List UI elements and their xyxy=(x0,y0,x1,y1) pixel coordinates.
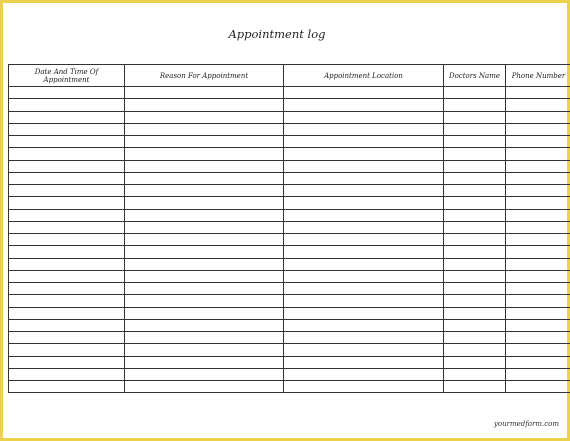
table-cell[interactable] xyxy=(125,221,284,233)
table-cell[interactable] xyxy=(284,368,444,380)
table-cell[interactable] xyxy=(9,283,125,295)
header-date-time: Date And Time Of Appointment xyxy=(9,65,125,87)
table-cell[interactable] xyxy=(9,319,125,331)
table-cell[interactable] xyxy=(444,172,506,184)
table-row xyxy=(9,368,570,380)
table-cell[interactable] xyxy=(444,99,506,111)
table-cell[interactable] xyxy=(506,381,570,393)
table-cell[interactable] xyxy=(284,197,444,209)
appointment-log-table xyxy=(8,64,570,393)
table-cell[interactable] xyxy=(9,246,125,258)
table-cell[interactable] xyxy=(506,319,570,331)
table-cell[interactable] xyxy=(506,258,570,270)
table-cell[interactable] xyxy=(284,87,444,99)
table-cell[interactable] xyxy=(506,368,570,380)
table-cell[interactable] xyxy=(125,172,284,184)
table-cell[interactable] xyxy=(506,344,570,356)
table-cell[interactable] xyxy=(506,185,570,197)
table-cell[interactable] xyxy=(284,246,444,258)
table-row xyxy=(9,246,570,258)
table-cell[interactable] xyxy=(444,344,506,356)
table-row xyxy=(9,172,570,184)
table-cell[interactable] xyxy=(506,221,570,233)
table-cell[interactable] xyxy=(125,307,284,319)
table-cell[interactable] xyxy=(9,111,125,123)
header-location: Appointment Location xyxy=(284,65,444,87)
table-cell[interactable] xyxy=(444,160,506,172)
table-cell[interactable] xyxy=(284,356,444,368)
table-cell[interactable] xyxy=(444,209,506,221)
table-cell[interactable] xyxy=(125,111,284,123)
table-cell[interactable] xyxy=(284,258,444,270)
table-cell[interactable] xyxy=(125,258,284,270)
table-cell[interactable] xyxy=(444,197,506,209)
table-cell[interactable] xyxy=(9,332,125,344)
table-cell[interactable] xyxy=(125,123,284,135)
table-cell[interactable] xyxy=(444,258,506,270)
table-cell[interactable] xyxy=(506,246,570,258)
table-cell[interactable] xyxy=(284,185,444,197)
table-cell[interactable] xyxy=(125,209,284,221)
table-cell[interactable] xyxy=(506,160,570,172)
table-cell[interactable] xyxy=(506,99,570,111)
header-doctor: Doctors Name xyxy=(444,65,506,87)
table-cell[interactable] xyxy=(506,270,570,282)
table-cell[interactable] xyxy=(506,87,570,99)
table-cell[interactable] xyxy=(444,123,506,135)
table-cell[interactable] xyxy=(284,381,444,393)
table-row xyxy=(9,295,570,307)
table-row xyxy=(9,381,570,393)
document-title: Appointment log xyxy=(228,27,326,41)
table-cell[interactable] xyxy=(506,209,570,221)
table-cell[interactable] xyxy=(9,148,125,160)
table-cell[interactable] xyxy=(506,295,570,307)
table-cell[interactable] xyxy=(506,172,570,184)
table-cell[interactable] xyxy=(506,123,570,135)
table-cell[interactable] xyxy=(444,136,506,148)
table-row xyxy=(9,99,570,111)
table-cell[interactable] xyxy=(284,209,444,221)
table-cell[interactable] xyxy=(284,123,444,135)
table-row xyxy=(9,270,570,282)
header-reason: Reason For Appointment xyxy=(125,65,284,87)
table-cell[interactable] xyxy=(9,209,125,221)
table-cell[interactable] xyxy=(9,381,125,393)
table-cell[interactable] xyxy=(284,160,444,172)
table-row xyxy=(9,136,570,148)
table-cell[interactable] xyxy=(125,160,284,172)
table-row xyxy=(9,332,570,344)
table-cell[interactable] xyxy=(444,148,506,160)
table-cell[interactable] xyxy=(9,87,125,99)
table-cell[interactable] xyxy=(284,111,444,123)
table-cell[interactable] xyxy=(506,283,570,295)
table-cell[interactable] xyxy=(9,136,125,148)
table-cell[interactable] xyxy=(284,307,444,319)
table-row xyxy=(9,197,570,209)
footer-website: yourmedform.com xyxy=(493,420,559,428)
table-cell[interactable] xyxy=(444,270,506,282)
table-cell[interactable] xyxy=(9,344,125,356)
table-cell[interactable] xyxy=(506,148,570,160)
table-cell[interactable] xyxy=(506,356,570,368)
table-cell[interactable] xyxy=(284,270,444,282)
table-cell[interactable] xyxy=(284,221,444,233)
table-cell[interactable] xyxy=(444,283,506,295)
table-cell[interactable] xyxy=(506,197,570,209)
table-cell[interactable] xyxy=(444,185,506,197)
table-cell[interactable] xyxy=(444,87,506,99)
table-cell[interactable] xyxy=(9,99,125,111)
table-cell[interactable] xyxy=(125,356,284,368)
table-row xyxy=(9,111,570,123)
table-cell[interactable] xyxy=(9,221,125,233)
table-cell[interactable] xyxy=(125,295,284,307)
table-cell[interactable] xyxy=(9,160,125,172)
table-cell[interactable] xyxy=(284,332,444,344)
table-cell[interactable] xyxy=(125,148,284,160)
table-cell[interactable] xyxy=(125,319,284,331)
table-cell[interactable] xyxy=(444,246,506,258)
table-cell[interactable] xyxy=(125,136,284,148)
table-row xyxy=(9,344,570,356)
table-cell[interactable] xyxy=(125,234,284,246)
table-cell[interactable] xyxy=(284,148,444,160)
table-cell[interactable] xyxy=(506,111,570,123)
table-cell[interactable] xyxy=(9,368,125,380)
table-cell[interactable] xyxy=(125,283,284,295)
table-cell[interactable] xyxy=(284,136,444,148)
table-cell[interactable] xyxy=(284,234,444,246)
table-cell[interactable] xyxy=(125,99,284,111)
table-row xyxy=(9,160,570,172)
table-cell[interactable] xyxy=(506,234,570,246)
table-cell[interactable] xyxy=(506,332,570,344)
table-cell[interactable] xyxy=(125,87,284,99)
table-cell[interactable] xyxy=(284,172,444,184)
table-cell[interactable] xyxy=(284,283,444,295)
table-cell[interactable] xyxy=(125,332,284,344)
table-cell[interactable] xyxy=(125,246,284,258)
table-cell[interactable] xyxy=(444,368,506,380)
table-cell[interactable] xyxy=(284,319,444,331)
table-cell[interactable] xyxy=(9,172,125,184)
table-row xyxy=(9,221,570,233)
table-header-row xyxy=(9,65,570,87)
table-row xyxy=(9,258,570,270)
table-cell[interactable] xyxy=(125,197,284,209)
table-cell[interactable] xyxy=(9,234,125,246)
table-row xyxy=(9,123,570,135)
table-cell[interactable] xyxy=(125,381,284,393)
table-cell[interactable] xyxy=(444,381,506,393)
table-cell[interactable] xyxy=(9,123,125,135)
table-row xyxy=(9,209,570,221)
table-cell[interactable] xyxy=(9,197,125,209)
table-cell[interactable] xyxy=(125,344,284,356)
header-phone: Phone Number xyxy=(506,65,570,87)
table-cell[interactable] xyxy=(125,368,284,380)
table-row xyxy=(9,185,570,197)
table-cell[interactable] xyxy=(284,295,444,307)
table-cell[interactable] xyxy=(284,344,444,356)
table-cell[interactable] xyxy=(9,258,125,270)
table-row xyxy=(9,148,570,160)
table-row xyxy=(9,87,570,99)
table-cell[interactable] xyxy=(125,270,284,282)
table-body xyxy=(9,87,570,393)
table-cell[interactable] xyxy=(125,185,284,197)
table-row xyxy=(9,283,570,295)
table-cell[interactable] xyxy=(9,307,125,319)
table-cell[interactable] xyxy=(506,136,570,148)
table-cell[interactable] xyxy=(444,307,506,319)
table-cell[interactable] xyxy=(444,319,506,331)
table-cell[interactable] xyxy=(9,356,125,368)
table-cell[interactable] xyxy=(444,221,506,233)
table-cell[interactable] xyxy=(444,111,506,123)
table-cell[interactable] xyxy=(444,234,506,246)
table-cell[interactable] xyxy=(506,307,570,319)
table-cell[interactable] xyxy=(444,295,506,307)
table-cell[interactable] xyxy=(9,270,125,282)
table-row xyxy=(9,234,570,246)
table-row xyxy=(9,307,570,319)
table-row xyxy=(9,356,570,368)
table-row xyxy=(9,319,570,331)
table-cell[interactable] xyxy=(444,332,506,344)
table-cell[interactable] xyxy=(9,185,125,197)
table-cell[interactable] xyxy=(9,295,125,307)
table-cell[interactable] xyxy=(444,356,506,368)
table-cell[interactable] xyxy=(284,99,444,111)
